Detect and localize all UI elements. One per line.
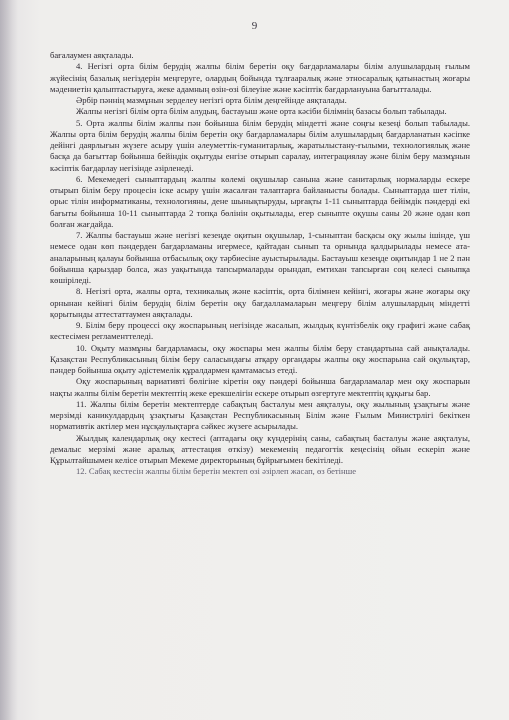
- paragraph: 4. Негізгі орта білім берудің жалпы білім беретін оқу бағдарламалары білім алушылардың ғылым жүйесінің базалық негіздерін меңгеруге, олардың бойында тұлғааралық және этносаралық қатынастың жоғары мәдениетін қалыптастыруға, жеке адамның өзін-өзі білеуіне және кәсіптік бағдарлануына бағытталады.: [50, 61, 470, 94]
- paragraph: Жалпы негізгі білім орта білім алудың, бастауыш және орта кәсіби білімнің базасы болып табылады.: [76, 106, 447, 117]
- page-number: 9: [251, 20, 258, 32]
- paragraph: Жылдық календарлық оқу кестесі (аптадағы оқу күндерінің саны, сабақтың басталуы және аяқталуы, демалыс мерзімі және аралық аттестация өткізу) мекеменің педагогтік кеңесінің ойын ескеріп және Құрылтайшымен келісе отырып Мекеме директорының бұйрығымен бекітіледі.: [50, 432, 470, 465]
- paragraph: 8. Негізгі орта, жалпы орта, техникалық және кәсіптік, орта білімнен кейінгі, жоғары және жоғары оқу орнынан кейінгі білім берудің білім беретін оқу бағдалламаларын меңгеру білім алушылардың міндетті қорытынды аттестаттаумен аяқталады.: [50, 286, 470, 319]
- paragraph: Оқу жоспарының вариативті бөлігіне кіретін оқу пәндері бойынша бағдарламалар мен оқу жоспарын нақты жалпы білім беретін мектептің жеке ерекшелігін ескере отырып өзгертуге мектептің құқығы бар.: [50, 376, 470, 398]
- document-body: [50, 50, 470, 478]
- paragraph: 11. Жалпы білім беретін мектептерде сабақтың басталуы мен аяқталуы, оқу жылының ұзақтығы және мерзімді каникулдардың ұзақтығы Қазақстан Республикасының Білім және Ғылым Министрлігі бекіткен нормативтік актілер мен нұсқаулықтарға сәйкес жүзеге асырылады.: [50, 398, 470, 432]
- paragraph: 9. Білім беру процессі оқу жоспарының негізінде жасалып, жылдық күнтізбелік оқу графигі және сабақ кестесімен регламенттеледі.: [50, 320, 470, 342]
- paragraph: 6. Мекемедегі сыныптардың жалпы көлемі оқушылар санына және санитарлық нормаларды ескере отырып білім беру процесін іске асыру үшін жасалған талаптарға байланысты болады. Сыныптарда шет тілін, орыс тілін информатиканы, технологияны, дене шынықтыруды, ырғақты 1-11 сыныптарда бейімдік пәндерді екі бағыты бойынша 10-11 сыныптарда 2 топқа бөлінін оқытылады, егер сыныпте оқушы саны 20 және одан көп болған жағдайда.: [50, 173, 470, 229]
- paragraph: 12. Сабақ кестесін жалпы білім беретін мектеп өзі әзірлеп жасап, өз бетінше: [76, 466, 357, 477]
- paragraph: 10. Оқыту мазмұны бағдарламасы, оқу жоспары мен жалпы білім беру стандартына сай анықталады. Қазақстан Республикасының білім беру саласындағы атқару органдары жалпы оқу жоспарына сай оқулықтар, пәндер бойынша оқыту әдістемелік құралдармен қамтамасыз етеді.: [50, 342, 470, 375]
- scan-edge-shadow: [0, 0, 18, 720]
- paragraph: бағалаумен аяқталады.: [50, 50, 134, 60]
- paragraph: Әрбір пәннің мазмұнын зерделеу негізгі орта білім деңгейінде аяқталады.: [76, 95, 347, 105]
- paragraph: 5. Орта жалпы білім жалпы пән бойынша білім берудің міндетті және соңғы кезеңі болып табылады. Жалпы орта білім берудің жалпы білім беретін оқу бағдарламалары білім алушылардың бағдарланатын кәсіпке дейінгі даярлығын жүзеге асыру үшін әлеуметтік-гуманитарлық, жаратылыстану-ғылыми, технологиялық және басқа да бағыттар бойынша бейіндік оқытуды енгізе отырып саралау, интеграциялау және білім беру мазмұнын кәсіптік бағдарлау негізінде әзірленеді.: [50, 117, 470, 173]
- paragraph: 7. Жалпы бастауыш және негізгі кезеңде оқитын оқушылар, 1-сыныптан басқасы оқу жылы ішінде, үш немесе одан көп пәндерден бағдарламаны игермесе, қайтадан сынып та орнында қалдырылады немесе ата-аналарының қалауы бойынша отбасылық оқу тәрбиесіне ауыстырылады. Бастауыш кезеңде оқитындар 1 не 2 пән бойынша қарыздар болса, жаз уақытында тапсырмаларды орындап, емтихан тапсырған соң келесі сыныпқа көшіріледі.: [50, 230, 470, 285]
